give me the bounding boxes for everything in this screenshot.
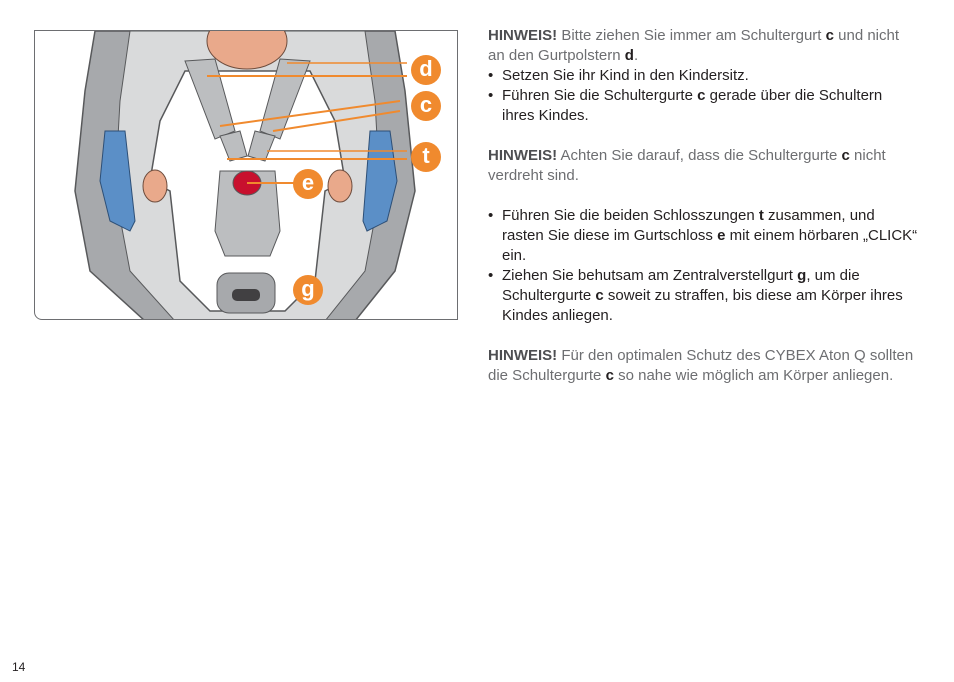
note-2-text-a: Achten Sie darauf, dass die Schultergurte bbox=[557, 147, 842, 164]
label-d: d bbox=[411, 55, 441, 85]
note-1-heading: HINWEIS! bbox=[488, 27, 558, 44]
bullet-4-text-a: Ziehen Sie behutsam am Zentralverstellgurt bbox=[502, 267, 798, 284]
bullet-2-ref-c: c bbox=[697, 87, 706, 104]
bullet-3 bbox=[488, 206, 918, 266]
note-3-text-a: Für den optimalen Schutz des CYBEX Aton Q sollten die Schultergurte bbox=[488, 347, 914, 384]
note-3 bbox=[488, 346, 918, 386]
car-seat-drawing bbox=[35, 31, 458, 320]
bullet-4-ref-c: c bbox=[595, 287, 604, 304]
bullet-2-text-a: Führen Sie die Schultergurte bbox=[502, 87, 698, 104]
bullet-3-ref-t: t bbox=[758, 207, 764, 224]
bullet-4-text-b: , um die Schultergurte bbox=[502, 267, 860, 304]
note-3-heading: HINWEIS! bbox=[488, 347, 558, 364]
bullet-2 bbox=[488, 86, 918, 126]
bullet-4-text-c: soweit zu straffen, bis diese am Körper ihres Kindes anliegen. bbox=[502, 287, 903, 324]
bullet-3-text-b: zusammen, und rasten Sie diese im Gurtschloss bbox=[502, 207, 875, 244]
instructions-column bbox=[488, 26, 918, 386]
note-1-text-a: Bitte ziehen Sie immer am Schultergurt bbox=[557, 27, 826, 44]
car-seat-illustration bbox=[34, 30, 458, 320]
adjuster-slot bbox=[232, 289, 260, 301]
bullet-3-ref-e: e bbox=[717, 227, 726, 244]
bullet-1-text: Setzen Sie ihr Kind in den Kindersitz. bbox=[502, 67, 749, 84]
note-3-ref-c: c bbox=[605, 367, 614, 384]
bullet-1 bbox=[488, 66, 918, 86]
bullet-4-ref-g: g bbox=[797, 267, 807, 284]
note-1-ref-d: d bbox=[624, 47, 634, 64]
note-2 bbox=[488, 146, 918, 186]
note-1 bbox=[488, 26, 918, 66]
note-1-text-b: und nicht an den Gurtpolstern bbox=[488, 27, 900, 64]
label-g: g bbox=[293, 275, 323, 305]
note-3-text-b: so nahe wie möglich am Körper anliegen. bbox=[613, 367, 894, 384]
label-t: t bbox=[411, 142, 441, 172]
bullet-4 bbox=[488, 266, 918, 326]
note-2-text-b: nicht verdreht sind. bbox=[488, 147, 886, 184]
right-hand bbox=[328, 170, 352, 202]
label-c: c bbox=[411, 91, 441, 121]
bullet-2-text-b: gerade über die Schultern ihres Kindes. bbox=[502, 87, 883, 124]
bullet-3-text-c: mit einem hörbaren „CLICK“ ein. bbox=[502, 227, 918, 264]
note-1-text-c: . bbox=[633, 47, 639, 64]
left-hand bbox=[143, 170, 167, 202]
bullet-3-text-a: Führen Sie die beiden Schlosszungen bbox=[502, 207, 759, 224]
note-1-ref-c: c bbox=[825, 27, 834, 44]
note-2-heading: HINWEIS! bbox=[488, 147, 558, 164]
note-2-ref-c: c bbox=[841, 147, 850, 164]
page-number: 14 bbox=[12, 660, 26, 674]
label-e: e bbox=[293, 169, 323, 199]
